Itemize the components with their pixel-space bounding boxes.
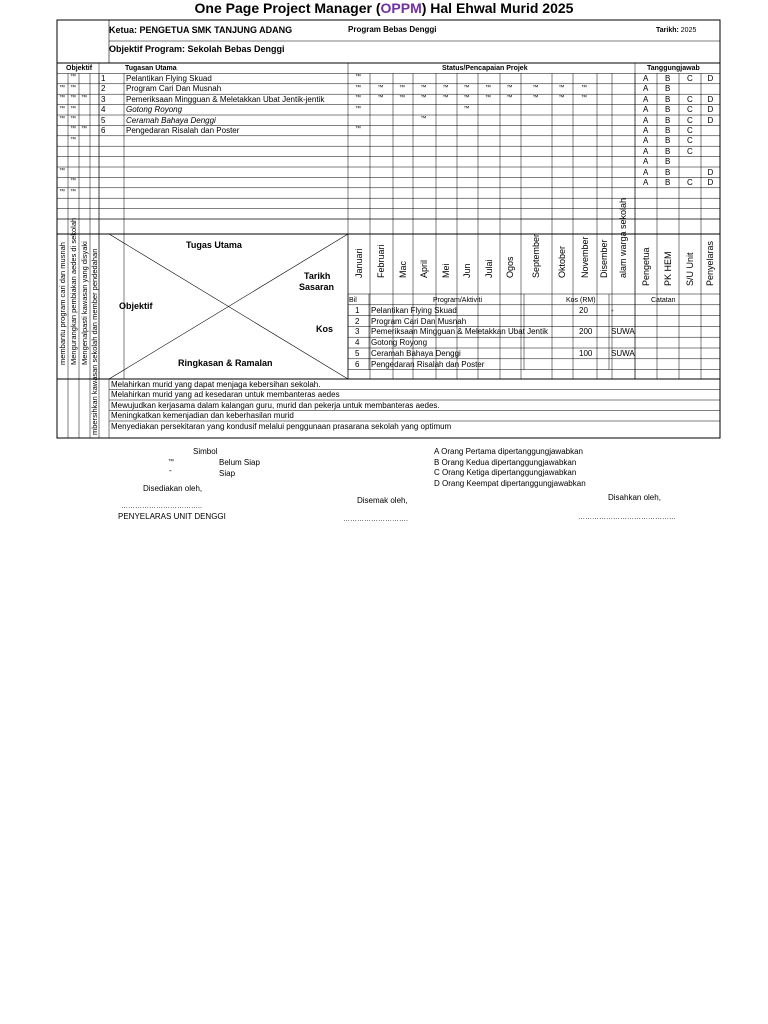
activity-kos: 20 bbox=[579, 305, 588, 315]
role-label: Penyelaras bbox=[705, 240, 715, 286]
responsibility-letter: A bbox=[643, 105, 649, 115]
responsibility-letter: C bbox=[687, 177, 693, 187]
responsibility-letter: B bbox=[665, 84, 671, 94]
responsibility-letter: C bbox=[687, 136, 693, 146]
status-mark: ™ bbox=[420, 84, 427, 91]
responsibility-letter: B bbox=[665, 73, 671, 83]
tm-mark: ™ bbox=[70, 105, 76, 112]
program-label: Program Bebas Denggi bbox=[348, 25, 437, 34]
responsibility-letter: A bbox=[643, 94, 649, 104]
role-label: PK HEM bbox=[662, 251, 673, 286]
objective-label: Mengenalpasti kawasan yang disyaki bbox=[79, 241, 89, 365]
month-label: Julai bbox=[483, 259, 494, 278]
responsibility-letter: A bbox=[643, 115, 649, 125]
tm-mark: ™ bbox=[59, 188, 65, 195]
status-mark: ™ bbox=[463, 84, 470, 91]
month-label: Ogos bbox=[505, 256, 515, 278]
outcome-text: Melahirkan murid yang ad kesedaran untuk membanteras aedes bbox=[111, 390, 340, 399]
activity-catatan-header: Catatan bbox=[651, 297, 676, 304]
responsibility-letter: A bbox=[643, 125, 649, 135]
status-mark: ™ bbox=[355, 84, 361, 91]
x-label-objektif: Objektif bbox=[119, 301, 153, 311]
dash-symbol: - bbox=[169, 466, 172, 475]
status-mark: ™ bbox=[485, 95, 491, 102]
activity-program: Pengedaran Risalah dan Poster bbox=[371, 359, 485, 369]
x-label-sasaran: Sasaran bbox=[299, 282, 335, 292]
signature-line-mid: ………………………. bbox=[343, 516, 408, 523]
status-mark: ™ bbox=[399, 95, 405, 102]
tm-symbol: ™ bbox=[168, 459, 174, 465]
task-name: Pelantikan Flying Skuad bbox=[126, 73, 212, 83]
status-mark: ™ bbox=[532, 84, 539, 91]
responsibility-letter: D bbox=[707, 105, 714, 115]
responsibility-letter: B bbox=[665, 157, 671, 167]
tm-mark: ™ bbox=[70, 178, 76, 185]
responsibility-letter: A bbox=[643, 157, 649, 167]
status-mark: ™ bbox=[377, 95, 384, 102]
tm-mark: ™ bbox=[70, 116, 76, 122]
status-mark: ™ bbox=[485, 84, 491, 91]
penyelaras-label: PENYELARAS UNIT DENGGI bbox=[118, 512, 226, 521]
tarikh-label: Tarikh: 2025 bbox=[656, 27, 697, 34]
responsibility-letter: C bbox=[687, 94, 693, 104]
role-label: Pengetua bbox=[640, 247, 651, 286]
status-mark: ™ bbox=[399, 84, 405, 91]
activity-bil: 6 bbox=[355, 359, 360, 369]
tm-mark: ™ bbox=[59, 168, 65, 174]
activity-catatan: - bbox=[611, 305, 614, 315]
activity-program: Pelantikan Flying Skuad bbox=[371, 305, 457, 315]
status-mark: ™ bbox=[420, 116, 427, 122]
activity-bil: 3 bbox=[355, 327, 360, 337]
month-label: September bbox=[531, 233, 541, 278]
task-name: Pemeriksaan Mingguan & Meletakkan Ubat Jentik-jentik bbox=[126, 94, 325, 104]
objektif-program-label: Objektif Program: Sekolah Bebas Denggi bbox=[109, 44, 285, 54]
x-label-tugas-utama: Tugas Utama bbox=[186, 240, 242, 250]
objective-label: Mengurangkan pembiakan aedes di sekolah bbox=[68, 217, 78, 365]
status-mark: ™ bbox=[581, 84, 587, 91]
outcome-text: Meningkatkan kemenjadian dan keberhasilan murid bbox=[111, 411, 294, 420]
tm-mark: ™ bbox=[59, 84, 65, 91]
disahkan-label: Disahkan oleh, bbox=[608, 493, 661, 502]
task-number: 2 bbox=[101, 84, 106, 94]
activity-catatan: SUWA bbox=[611, 349, 635, 358]
responsibility-letter: C bbox=[687, 115, 693, 125]
simbol-label: Simbol bbox=[193, 447, 218, 456]
status-header: Status/Pencapaian Projek bbox=[442, 65, 528, 72]
activity-kos-header: Kos (RM) bbox=[566, 297, 596, 304]
task-number: 1 bbox=[101, 73, 106, 83]
tm-mark: ™ bbox=[70, 74, 76, 81]
month-label: alam warga sekolah bbox=[618, 197, 628, 278]
status-mark: ™ bbox=[506, 95, 513, 102]
status-mark: ™ bbox=[355, 105, 361, 112]
activity-program: Program Cari Dan Musnah bbox=[371, 316, 467, 326]
status-mark: ™ bbox=[355, 74, 361, 81]
month-label: Mei bbox=[441, 263, 451, 278]
status-mark: ™ bbox=[506, 84, 513, 91]
month-label: Disember bbox=[599, 239, 609, 278]
x-label-ringkasan: Ringkasan & Ramalan bbox=[178, 358, 273, 368]
task-name: Program Cari Dan Musnah bbox=[126, 84, 222, 94]
responsibility-letter: D bbox=[707, 167, 714, 177]
tm-mark: ™ bbox=[70, 95, 76, 102]
responsibility-letter: D bbox=[707, 73, 714, 83]
activity-bil-header: Bil bbox=[349, 297, 357, 304]
responsibility-letter: D bbox=[707, 177, 714, 187]
status-mark: ™ bbox=[581, 95, 587, 102]
tm-mark: ™ bbox=[81, 95, 87, 102]
tanggungjawab-header: Tanggungjawab bbox=[647, 65, 700, 72]
tm-mark: ™ bbox=[81, 126, 87, 133]
responsibility-letter: A bbox=[643, 136, 649, 146]
status-mark: ™ bbox=[558, 84, 565, 91]
ketua-label: Ketua: PENGETUA SMK TANJUNG ADANG bbox=[109, 25, 293, 35]
responsibility-letter: D bbox=[707, 94, 714, 104]
month-label: Oktober bbox=[557, 245, 567, 278]
status-mark: ™ bbox=[355, 95, 361, 102]
tugasan-utama-header: Tugasan Utama bbox=[125, 65, 177, 72]
x-label-tarikh: Tarikh bbox=[304, 271, 331, 281]
objektif-header: Objektif bbox=[66, 65, 93, 72]
legend-c: C Orang Ketiga dipertanggungjawabkan bbox=[434, 468, 577, 477]
tm-mark: ™ bbox=[70, 84, 76, 91]
tm-mark: ™ bbox=[70, 126, 76, 133]
status-mark: ™ bbox=[532, 95, 539, 102]
responsibility-letter: B bbox=[665, 125, 671, 135]
siap-label: Siap bbox=[219, 469, 236, 478]
responsibility-letter: C bbox=[687, 73, 693, 83]
status-mark: ™ bbox=[463, 95, 470, 102]
task-name: Gotong Royong bbox=[126, 105, 183, 115]
objective-label: mbersihkan kawasan sekolah dan member pendedahan bbox=[89, 248, 99, 435]
responsibility-letter: C bbox=[687, 146, 693, 156]
tm-mark: ™ bbox=[70, 136, 76, 143]
signature-line-right: …………………………………… bbox=[578, 514, 676, 521]
responsibility-letter: A bbox=[643, 73, 649, 83]
activity-program: Ceramah Bahaya Denggi bbox=[371, 349, 461, 358]
month-label: Februari bbox=[376, 244, 386, 278]
status-mark: ™ bbox=[463, 105, 470, 112]
status-mark: ™ bbox=[377, 84, 384, 91]
activity-bil: 2 bbox=[355, 316, 360, 326]
responsibility-letter: B bbox=[665, 177, 671, 187]
responsibility-letter: B bbox=[665, 146, 671, 156]
status-mark: ™ bbox=[442, 84, 449, 91]
page-title: One Page Project Manager (OPPM) Hal Ehwal Murid 2025 bbox=[194, 0, 574, 16]
activity-kos: 100 bbox=[579, 349, 593, 358]
objective-label: membantu program cari dan musnah bbox=[57, 242, 67, 365]
task-name: Ceramah Bahaya Denggi bbox=[126, 115, 216, 125]
disediakan-label: Disediakan oleh, bbox=[143, 484, 203, 493]
month-label: November bbox=[579, 236, 590, 278]
responsibility-letter: A bbox=[643, 84, 649, 94]
month-label: April bbox=[419, 259, 429, 278]
responsibility-letter: B bbox=[665, 136, 671, 146]
responsibility-letter: B bbox=[665, 115, 671, 125]
tm-mark: ™ bbox=[59, 105, 65, 112]
responsibility-letter: B bbox=[665, 167, 671, 177]
month-label: Jun bbox=[462, 263, 472, 278]
responsibility-letter: A bbox=[643, 177, 649, 187]
oppm-sheet bbox=[57, 20, 720, 438]
activity-bil: 4 bbox=[355, 338, 360, 348]
x-label-kos: Kos bbox=[316, 324, 334, 334]
responsibility-letter: D bbox=[707, 115, 714, 125]
responsibility-letter: B bbox=[665, 105, 671, 115]
legend-a: A Orang Pertama dipertanggungjawabkan bbox=[434, 447, 583, 456]
task-number: 5 bbox=[101, 115, 106, 125]
responsibility-letter: C bbox=[687, 105, 693, 115]
tm-mark: ™ bbox=[59, 95, 65, 102]
activity-kos: 200 bbox=[579, 327, 593, 337]
task-number: 6 bbox=[101, 125, 106, 135]
belum-siap-label: Belum Siap bbox=[219, 458, 260, 467]
task-name: Pengedaran Risalah dan Poster bbox=[126, 125, 240, 135]
month-label: Mac bbox=[397, 260, 408, 278]
legend-b: B Orang Kedua dipertanggungjawabkan bbox=[434, 457, 577, 467]
activity-program-header: Program/Aktiviti bbox=[433, 297, 483, 304]
responsibility-letter: C bbox=[687, 125, 693, 135]
legend-d: D Orang Keempat dipertanggungjawabkan bbox=[434, 478, 586, 488]
status-mark: ™ bbox=[355, 126, 361, 133]
task-number: 3 bbox=[101, 94, 106, 104]
disemak-label: Disemak oleh, bbox=[357, 496, 408, 505]
responsibility-legend bbox=[434, 448, 586, 490]
activity-bil: 5 bbox=[355, 349, 360, 358]
task-number: 4 bbox=[101, 105, 106, 115]
outcome-text: Menyediakan persekitaran yang kondusif melalui penggunaan prasarana sekolah yang optimum bbox=[111, 421, 452, 431]
responsibility-letter: A bbox=[643, 167, 649, 177]
status-mark: ™ bbox=[420, 95, 427, 102]
responsibility-letter: A bbox=[643, 146, 649, 156]
month-label: Januari bbox=[353, 248, 364, 278]
status-mark: ™ bbox=[558, 95, 565, 102]
signature-line-left: …………………………….. bbox=[121, 503, 202, 510]
role-label: S/U Unit bbox=[684, 252, 695, 286]
activity-program: Gotong Royong bbox=[371, 338, 428, 348]
activity-catatan: SUWA bbox=[611, 327, 635, 337]
outcome-text: Melahirkan murid yang dapat menjaga kebersihan sekolah. bbox=[111, 379, 321, 389]
activity-bil: 1 bbox=[355, 305, 360, 315]
tm-mark: ™ bbox=[70, 188, 76, 195]
tm-mark: ™ bbox=[59, 116, 65, 122]
outcome-text: Mewujudkan kerjasama dalam kalangan guru, murid dan pekerja untuk membanteras aedes. bbox=[111, 400, 440, 410]
activity-program: Pemeriksaan Mingguan & Meletakkan Ubat Jentik bbox=[371, 327, 548, 337]
responsibility-letter: B bbox=[665, 94, 671, 104]
status-mark: ™ bbox=[442, 95, 449, 102]
